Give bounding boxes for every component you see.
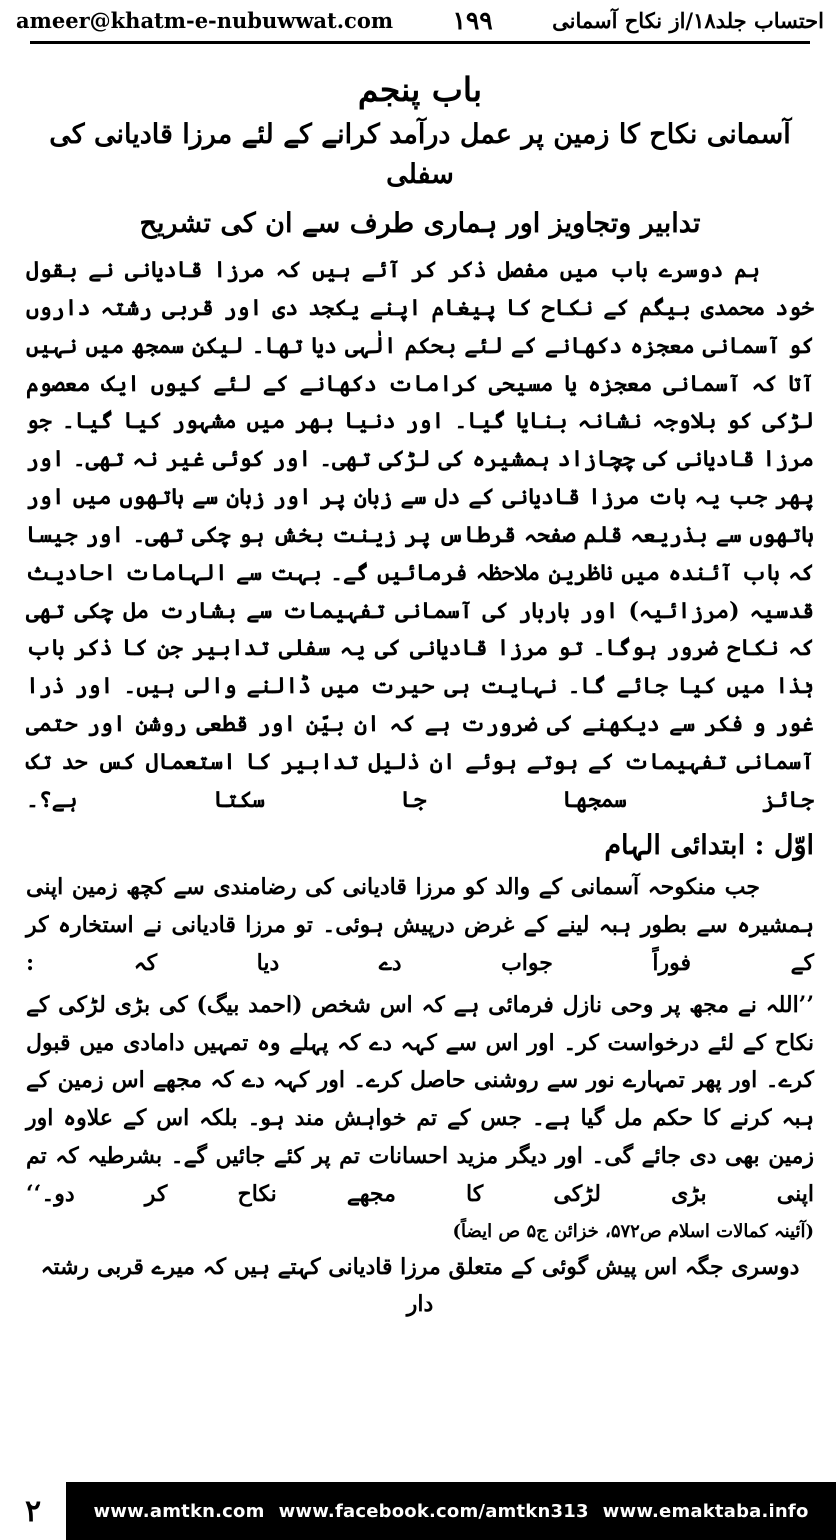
header-divider	[30, 41, 810, 44]
page-number: ۱۹۹	[452, 6, 493, 35]
body-paragraph-1: ہم دوسرے باب میں مفصل ذکر کر آئے ہیں کہ مرزا قادیانی نے بقول خود محمدی بیگم کے نکاح کا پیغام اپنے یکجد دی اور قربی رشتہ داروں کو آسمانی معجزہ دکھانے کے لئے بحکم الٰہی دیا تھا۔ لیکن سمجھ میں نہیں آتا کہ آسمانی معجزہ یا مسیحی کرامات دکھانے کے لئے کیوں ایک معصوم لڑکی کو بلاوجہ نشانہ بنایا گیا۔ اور دنیا بھر میں مشہور کیا گیا۔ جو مرزا قادیانی کی چچازاد ہمشیرہ کی لڑکی تھی۔ اور کوئی غیر نہ تھی۔ اور پھر جب یہ بات مرزا قادیانی کے دل سے زبان پر اور زبان سے ہاتھوں میں اور ہاتھوں سے بذریعہ قلم صفحہ قرطاس پر زینت بخش ہو چکی تھی۔ اور جیسا کہ باب آئندہ میں ناظرین ملاحظہ فرمائیں گے۔ بہت سے الہامات احادیث قدسیہ (مرزائیہ) اور باربار کی آسمانی تفہیمات سے بشارت مل چکی تھی کہ نکاح ضرور ہوگا۔ تو مرزا قادیانی کی یہ سفلی تدابیر جن کا ذکر باب ہٰذا میں کیا جائے گا۔ نہایت ہی حیرت میں ڈالنے والی ہیں۔ اور ذرا غور و فکر سے دیکھنے کی ضرورت ہے کہ ان بیّن اور قطعی روشن اور حتمی آسمانی تفہیمات کے ہوتے ہوئے ان ذلیل تدابیر کا استعمال کس حد تک جائز سمجھا جا سکتا ہے؟۔	[26, 257, 814, 813]
footer-links-bar	[66, 1482, 836, 1540]
footer-link-website[interactable]: www.amtkn.com	[93, 1500, 265, 1522]
contact-email: ameer@khatm-e-nubuwwat.com	[16, 8, 394, 33]
header-row	[16, 6, 824, 35]
footer-link-facebook[interactable]: www.facebook.com/amtkn313	[278, 1500, 589, 1522]
footer-page-marker: ۲	[0, 1482, 66, 1540]
page-content	[0, 52, 840, 1324]
chapter-subtitle-line-1: آسمانی نکاح کا زمین پر عمل درآمد کرانے کے لئے مرزا قادیانی کی سفلی	[49, 118, 791, 191]
quotation-block: ’’اللہ نے مجھ پر وحی نازل فرمائی ہے کہ اس شخص (احمد بیگ) کی بڑی لڑکی کے نکاح کے لئے درخواست کر۔ اور اس سے کہہ دے کہ پہلے وہ تمہیں دامادی میں قبول کرے۔ اور پھر تمہارے نور سے روشنی حاصل کرے۔ اور کہہ دے کہ مجھے اس زمین کے ہبہ کرنے کا حکم مل گیا ہے۔ جس کے تم خواہش مند ہو۔ بلکہ اس کے علاوہ اور زمین بھی دی جائے گی۔ اور دیگر مزید احسانات تم پر کئے جائیں گے۔ بشرطیہ کہ تم اپنی بڑی لڑکی کا مجھے نکاح کر دو۔‘‘	[26, 991, 814, 1207]
chapter-subtitle-line-2: تدابیر وتجاویز اور ہماری طرف سے ان کی تشریح	[139, 207, 701, 239]
citation-reference: (آئینہ کمالات اسلام ص۵۷۲، خزائن ج۵ ص ایضاً)	[452, 1220, 814, 1242]
body-paragraph-3: دوسری جگہ اس پیش گوئی کے متعلق مرزا قادیانی کہتے ہیں کہ میرے قربی رشتہ دار	[40, 1253, 800, 1318]
book-title: احتساب جلد۱۸/از نکاح آسمانی	[552, 8, 824, 33]
body-paragraph-2: جب منکوحہ آسمانی کے والد کو مرزا قادیانی کی رضامندی سے کچھ زمین اپنی ہمشیرہ سے بطور ہبہ لینے کے غرض درپیش ہوئی۔ تو مرزا قادیانی نے استخارہ کر کے فوراً جواب دے دیا کہ :	[26, 874, 814, 976]
section-heading-1: اوّل : ابتدائی الہام	[604, 830, 814, 862]
page-header	[0, 0, 840, 52]
footer-link-emaktaba[interactable]: www.emaktaba.info	[602, 1500, 809, 1522]
chapter-title: باب پنجم	[357, 70, 483, 109]
page-footer	[0, 1482, 840, 1540]
